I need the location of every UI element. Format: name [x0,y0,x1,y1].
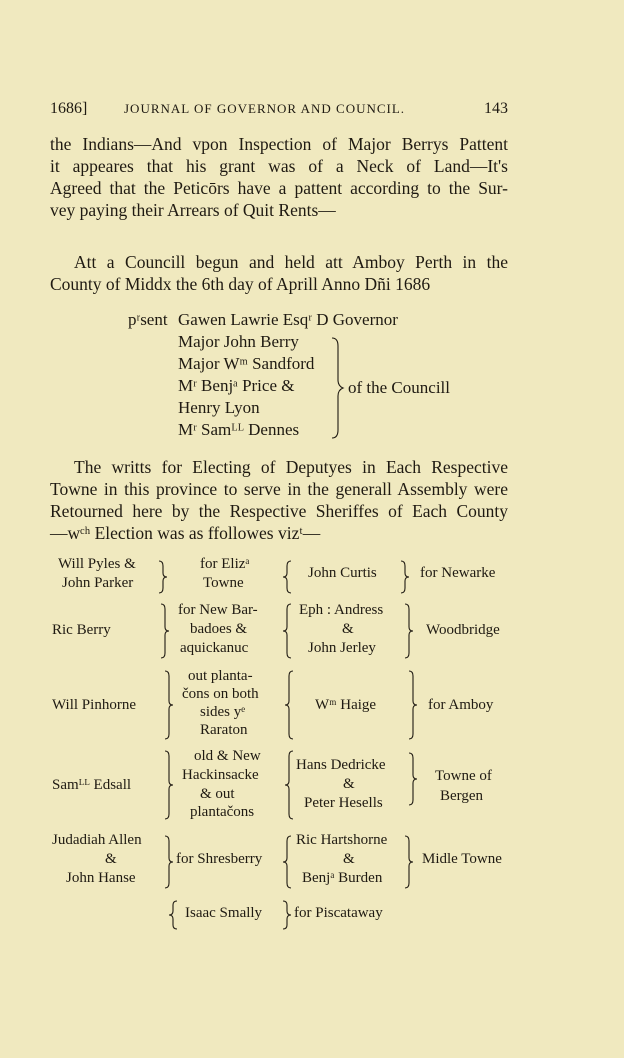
text-line: County of Middx the 6th day of Aprill Anno Dñi 1686 [50,274,431,294]
sheriff-name: John Parker [62,575,134,591]
right-brace-icon [400,560,410,594]
district-name: for Shresberry [176,851,263,867]
right-brace-icon [408,670,418,740]
deputy-name: Wᵐ Haige [315,697,377,713]
right-brace-icon [404,835,414,889]
deputy-name: John Curtis [308,565,377,581]
sheriff-name: Will Pyles & [58,556,136,572]
council-member: Henry Lyon [178,398,260,417]
town-name: for Newarke [420,565,496,581]
town-name: for Piscataway [294,905,383,921]
right-brace-icon [164,750,174,820]
paragraph-1 [50,133,508,221]
district-name: sides yᵉ [200,704,246,720]
deputy-name: & [342,621,354,637]
governor-line: Gawen Lawrie Esqʳ D Governor [178,310,398,329]
left-brace-icon [282,835,292,889]
town-name: Woodbridge [426,622,500,638]
left-brace-icon [282,603,292,659]
right-brace-icon [164,835,174,889]
deputy-name: John Jerley [308,640,376,656]
deputy-name: Hans Dedricke [296,757,386,773]
district-name: Raraton [200,722,248,738]
town-name: Towne of [435,768,492,784]
town-name: for Amboy [428,697,494,713]
council-member: Major John Berry [178,332,299,351]
district-name: Hackinsacke [182,767,259,783]
council-label: of the Councill [348,378,450,397]
sheriff-name: Will Pinhorne [52,697,136,713]
paragraph-3 [50,456,508,544]
right-brace-icon [158,560,168,594]
sheriff-name: Judadiah Allen [52,832,142,848]
district-name: for Elizᵃ [200,556,250,572]
district-name: plantačons [190,804,255,820]
text-line: —wᶜʰ Election was as ffollowes vizᵗ— [50,523,321,543]
town-name: Midle Towne [422,851,502,867]
text-line: the Indians—And vpon Inspection of Major Berrys Pattent [50,134,508,154]
left-brace-icon [168,900,178,930]
text-line: Att a Councill begun and held att Amboy Perth in the [74,252,508,272]
text-line: The writts for Electing of Deputyes in Each Respective [74,457,508,477]
council-member: Mʳ Samᴸᴸ Dennes [178,420,300,439]
left-brace-icon [284,750,294,820]
text-line: Agreed that the Peticōrs have a pattent according to the Sur- [50,178,508,198]
district-name: Towne [203,575,244,591]
right-brace-icon [330,336,344,440]
sheriff-name: & [105,851,117,867]
deputy-name: Benjᵃ Burden [302,870,383,886]
text-line: Towne in this province to serve in the generall Assembly were [50,479,508,499]
page-number: 143 [484,100,508,117]
council-member: Mʳ Benjᵃ Price & [178,376,295,395]
left-brace-icon [282,560,292,594]
district-name: out planta- [188,668,253,684]
right-brace-icon [160,603,170,659]
right-brace-icon [408,752,418,806]
text-line: vey paying their Arrears of Quit Rents— [50,200,336,220]
town-name: Bergen [440,788,484,804]
present-label: pʳsent [128,310,168,329]
deputy-name: & [343,776,355,792]
sheriff-name: Samᴸᴸ Edsall [52,777,132,793]
deputy-name: & [343,851,355,867]
right-brace-icon [282,900,292,930]
district-name: & out [200,786,235,802]
district-name: badoes & [190,621,248,637]
right-brace-icon [164,670,174,740]
text-line: Retourned here by the Respective Sheriffes of Each County [50,501,508,521]
district-name: aquickanuc [180,640,249,656]
sheriff-name: Ric Berry [52,622,111,638]
deputy-name: Isaac Smally [185,905,263,921]
paragraph-2 [50,251,508,295]
deputy-name: Peter Hesells [304,795,383,811]
deputy-name: Eph : Andress [299,602,384,618]
council-member: Major Wᵐ Sandford [178,354,315,373]
text-line: it appeares that his grant was of a Neck of Land—It's [50,156,508,176]
district-name: čons on both [182,686,259,702]
left-brace-icon [284,670,294,740]
district-name: old & New [194,748,261,764]
header-title: JOURNAL OF GOVERNOR AND COUNCIL. [124,101,406,116]
district-name: for New Bar- [178,602,258,618]
header-year: 1686] [50,100,88,117]
running-header [50,100,508,124]
sheriff-name: John Hanse [66,870,136,886]
deputy-name: Ric Hartshorne [296,832,388,848]
right-brace-icon [404,603,414,659]
